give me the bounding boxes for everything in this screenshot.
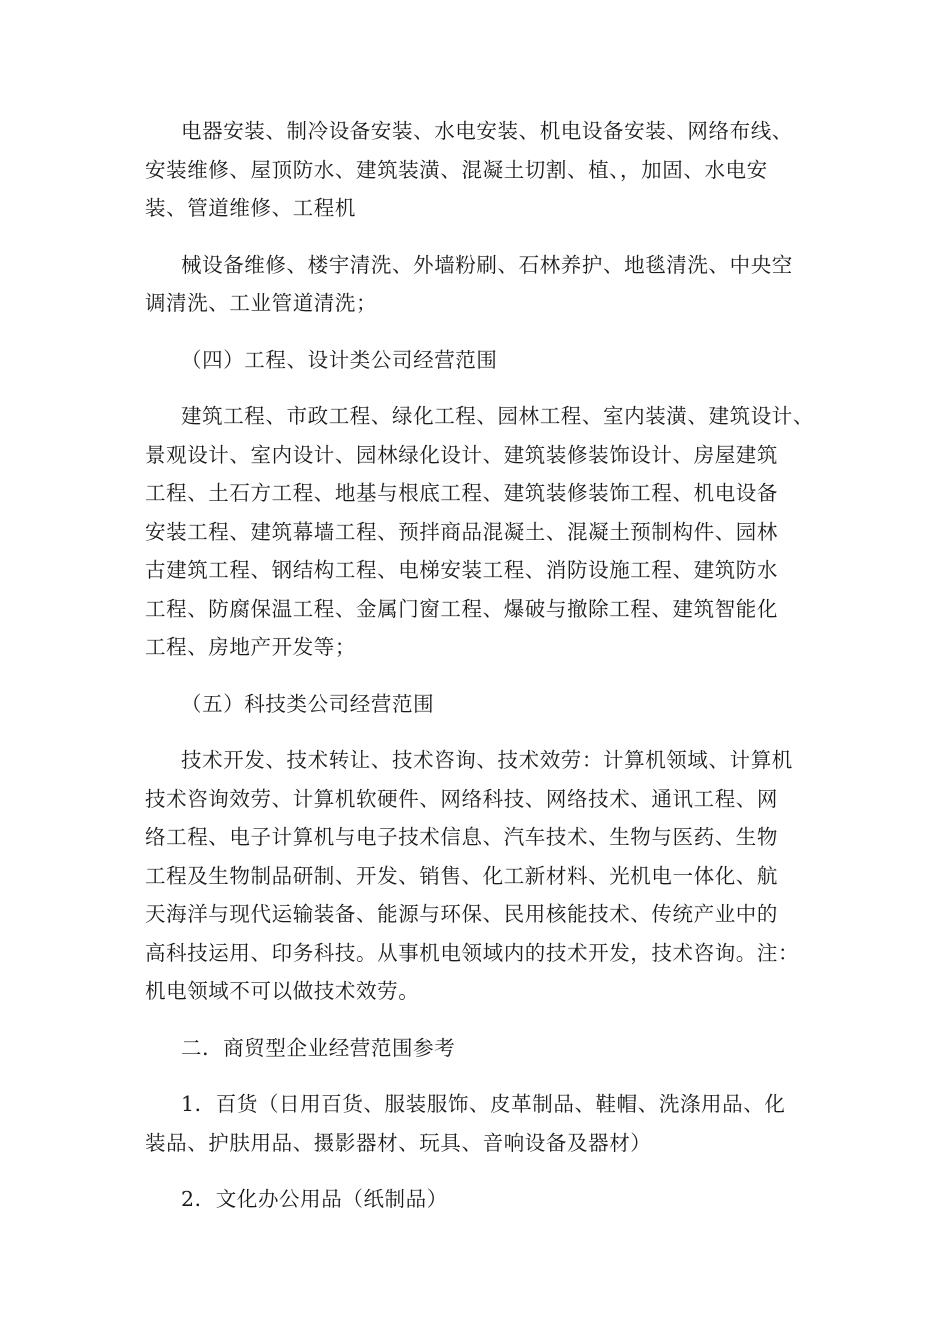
text-line: 安装工程、建筑幕墙工程、预拌商品混凝土、混凝土预制构件、园林 (145, 519, 778, 544)
text-line: 景观设计、室内设计、园林绿化设计、建筑装修装饰设计、房屋建筑 (145, 442, 778, 467)
text-line: 工程及生物制品研制、开发、销售、化工新材料、光机电一体化、航 (145, 863, 778, 888)
text-line: 工程、房地产开发等； (145, 635, 356, 659)
text-line: 安装维修、屋顶防水、建筑装潢、混凝土切割、植、，加固、水电安 (145, 157, 768, 182)
document-page (145, 112, 825, 1237)
paragraph-technology-scope (145, 741, 825, 1011)
section-heading-engineering-design (145, 341, 825, 380)
text-line: 天海洋与现代运输装备、能源与环保、民用核能技术、传统产业中的 (145, 902, 778, 926)
text-line: 建筑工程、市政工程、绿化工程、园林工程、室内装潢、建筑设计、 (181, 404, 814, 428)
text-line: 二．商贸型企业经营范围参考 (181, 1035, 456, 1060)
text-line: 装品、护肤用品、摄影器材、玩具、音响设备及器材） (145, 1130, 652, 1155)
paragraph-installation-services (145, 112, 825, 228)
text-line: 械设备维修、楼宇清洗、外墙粉刷、石林养护、地毯清洗、中央空 (181, 252, 793, 277)
text-line: 电器安装、制冷设备安装、水电安装、机电设备安装、网络布线、 (181, 119, 793, 143)
text-line: 2．文化办公用品（纸制品） (181, 1187, 448, 1211)
text-line: （五）科技类公司经营范围 (181, 691, 435, 716)
text-line: 工程、防腐保温工程、金属门窗工程、爆破与撤除工程、建筑智能化 (145, 596, 778, 621)
section-heading-trade-enterprise (145, 1029, 825, 1068)
text-line: 古建筑工程、钢结构工程、电梯安装工程、消防设施工程、建筑防水 (145, 558, 778, 582)
text-line: 调清洗、工业管道清洗； (145, 291, 378, 315)
text-line: 机电领域不可以做技术效劳。 (145, 979, 420, 1003)
text-line: 络工程、电子计算机与电子技术信息、汽车技术、生物与医药、生物 (145, 825, 778, 849)
text-line: （四）工程、设计类公司经营范围 (181, 347, 498, 372)
section-heading-technology (145, 685, 825, 724)
text-line: 技术咨询效劳、计算机软硬件、网络科技、网络技术、通讯工程、网 (145, 786, 778, 811)
list-item-office-supplies (145, 1180, 825, 1219)
paragraph-maintenance-services (145, 246, 825, 323)
text-line: 技术开发、技术转让、技术咨询、技术效劳：计算机领域、计算机 (181, 748, 793, 772)
text-line: 1．百货（日用百货、服装服饰、皮革制品、鞋帽、洗涤用品、化 (181, 1092, 786, 1116)
paragraph-engineering-scope (145, 397, 825, 667)
list-item-general-merchandise (145, 1085, 825, 1162)
text-line: 装、管道维修、工程机 (145, 196, 356, 220)
text-line: 工程、土石方工程、地基与根底工程、建筑装修装饰工程、机电设备 (145, 481, 778, 505)
text-line: 高科技运用、印务科技。从事机电领域内的技术开发，技术咨询。注： (145, 940, 800, 965)
